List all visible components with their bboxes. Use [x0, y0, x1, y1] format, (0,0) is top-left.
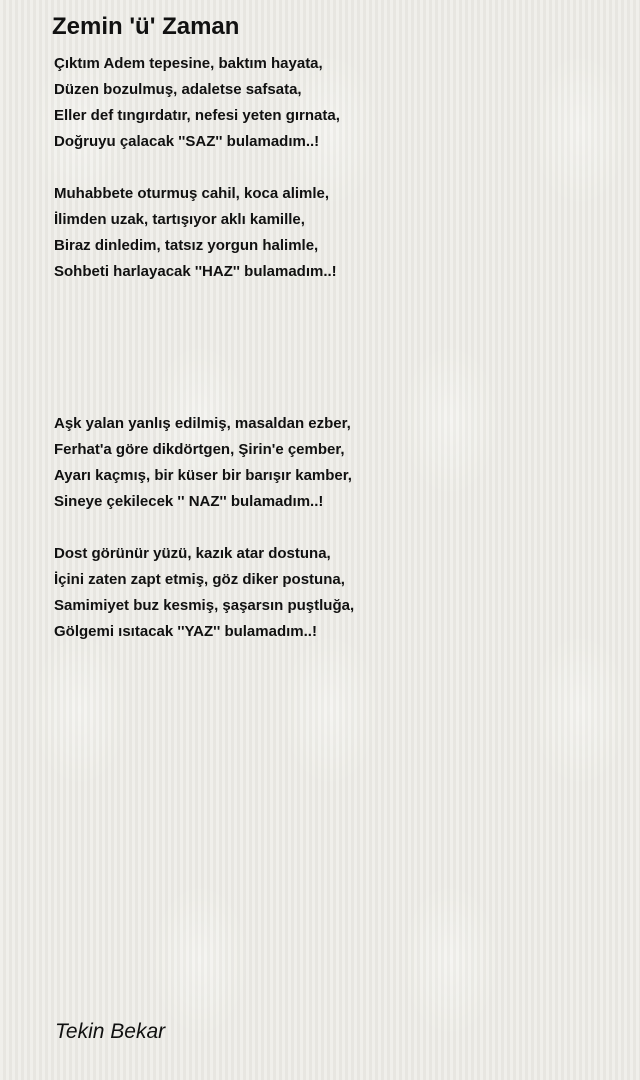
poem-line: Samimiyet buz kesmiş, şaşarsın puştluğa, — [54, 597, 355, 614]
stanza-3 — [54, 411, 352, 515]
stanza-1 — [54, 51, 340, 155]
poem-line: Çıktım Adem tepesine, baktım hayata, — [54, 55, 323, 72]
poem-title: Zemin 'ü' Zaman — [52, 13, 240, 40]
stanza-2 — [54, 181, 337, 285]
poem-line: İlimden uzak, tartışıyor aklı kamille, — [54, 211, 305, 228]
poem-line: Gölgemi ısıtacak ''YAZ'' bulamadım..! — [54, 623, 317, 640]
poem-author: Tekin Bekar — [55, 1020, 166, 1043]
poem-line: Biraz dinledim, tatsız yorgun halimle, — [54, 237, 319, 254]
poem-line: Eller def tıngırdatır, nefesi yeten gırnata, — [54, 107, 340, 124]
poem-line: Aşk yalan yanlış edilmiş, masaldan ezber, — [54, 415, 351, 432]
stanza-4 — [54, 541, 354, 645]
poem-line: Ferhat'a göre dikdörtgen, Şirin'e çember, — [54, 441, 345, 458]
poem-line: Muhabbete oturmuş cahil, koca alimle, — [54, 185, 330, 202]
poem-line: Sineye çekilecek '' NAZ'' bulamadım..! — [54, 493, 324, 510]
poem-line: Düzen bozulmuş, adaletse safsata, — [54, 81, 302, 98]
poem-line: Ayarı kaçmış, bir küser bir barışır kamber, — [54, 467, 352, 484]
poem-line: Doğruyu çalacak ''SAZ'' bulamadım..! — [54, 133, 320, 150]
poem-line: Dost görünür yüzü, kazık atar dostuna, — [54, 545, 331, 562]
poem-line: Sohbeti harlayacak ''HAZ'' bulamadım..! — [54, 263, 337, 280]
poem-line: İçini zaten zapt etmiş, göz diker postuna, — [54, 571, 345, 588]
